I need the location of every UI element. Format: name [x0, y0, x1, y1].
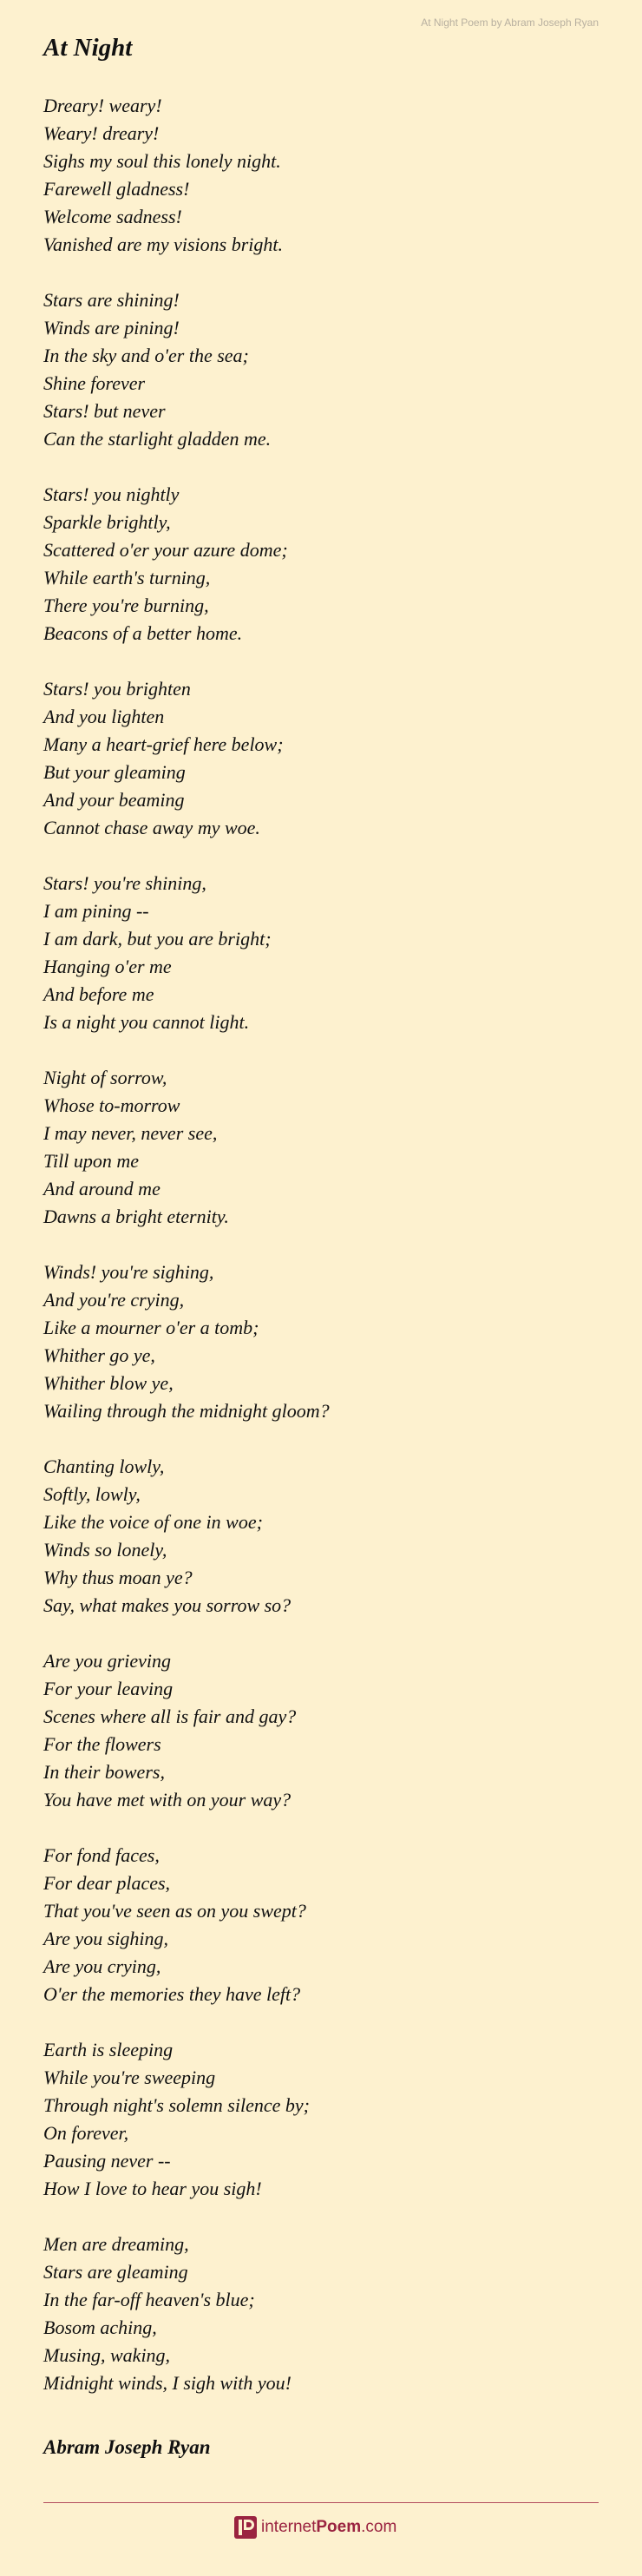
poem-line: I may never, never see,	[43, 1122, 218, 1144]
poem-line: Welcome sadness!	[43, 206, 182, 227]
poem-line: And your beaming	[43, 789, 185, 811]
poem-line: Through night's solemn silence by;	[43, 2094, 310, 2116]
poem-line: Are you sighing,	[43, 1928, 168, 1949]
poem-line: Winds! you're sighing,	[43, 1261, 214, 1283]
poem-credit: At Night Poem by Abram Joseph Ryan	[421, 16, 599, 29]
poem-line: You have met with on your way?	[43, 1789, 292, 1810]
poem-line: While you're sweeping	[43, 2067, 216, 2088]
poem-line: Wailing through the midnight gloom?	[43, 1400, 330, 1422]
poem-line: Farewell gladness!	[43, 178, 190, 200]
poem-title: At Night	[43, 34, 133, 62]
logo-text	[261, 2518, 396, 2537]
poem-line: Whither go ye,	[43, 1344, 155, 1366]
poem-line: Stars! but never	[43, 400, 166, 422]
poem-line: On forever,	[43, 2122, 129, 2144]
footer-divider	[43, 2502, 599, 2503]
poem-line: I am pining --	[43, 900, 149, 922]
poem-stanza	[43, 1064, 599, 1231]
poem-line: And before me	[43, 983, 154, 1005]
logo-text-poem: Poem	[316, 2518, 362, 2536]
poem-stanza	[43, 286, 599, 453]
poem-line: There you're burning,	[43, 595, 209, 616]
poem-line: Vanished are my visions bright.	[43, 233, 283, 255]
poem-line: Stars! you nightly	[43, 483, 180, 505]
poem-line: Why thus moan ye?	[43, 1567, 193, 1588]
poem-line: In the far-off heaven's blue;	[43, 2289, 255, 2310]
poem-line: Shine forever	[43, 372, 146, 394]
poem-line: Stars are shining!	[43, 289, 180, 311]
poem-line: Dawns a bright eternity.	[43, 1206, 229, 1227]
poem-line: For your leaving	[43, 1678, 174, 1699]
poem-stanza	[43, 1842, 599, 2008]
logo-text-internet: internet	[261, 2518, 317, 2536]
poem-line: While earth's turning,	[43, 567, 211, 588]
poem-stanza	[43, 2036, 599, 2203]
poem-line: Like a mourner o'er a tomb;	[43, 1317, 259, 1338]
poem-line: Scenes where all is fair and gay?	[43, 1705, 297, 1727]
poem-line: Pausing never --	[43, 2150, 171, 2172]
site-logo[interactable]	[234, 2514, 396, 2540]
poem-line: Chanting lowly,	[43, 1456, 165, 1477]
poem-line: Winds so lonely,	[43, 1539, 167, 1561]
poem-line: Say, what makes you sorrow so?	[43, 1594, 292, 1616]
poem-line: Stars are gleaming	[43, 2261, 188, 2283]
poem-stanza	[43, 2231, 599, 2397]
poem-line: Earth is sleeping	[43, 2039, 174, 2060]
poem-line: Beacons of a better home.	[43, 622, 243, 644]
poem-stanza	[43, 1647, 599, 1814]
poem-line: Musing, waking,	[43, 2344, 171, 2366]
poem-line: Is a night you cannot light.	[43, 1011, 250, 1033]
poem-body	[43, 92, 599, 2425]
internetpoem-logo-icon	[234, 2516, 257, 2539]
poem-line: And around me	[43, 1178, 160, 1199]
poem-line: Scattered o'er your azure dome;	[43, 539, 288, 561]
poem-stanza	[43, 1453, 599, 1620]
poem-line: Many a heart-grief here below;	[43, 733, 284, 755]
poem-line: In their bowers,	[43, 1761, 165, 1783]
poem-line: Dreary! weary!	[43, 95, 162, 116]
poem-line: For dear places,	[43, 1872, 171, 1894]
poem-line: In the sky and o'er the sea;	[43, 345, 249, 366]
poem-line: Winds are pining!	[43, 317, 180, 338]
poem-author[interactable]: Abram Joseph Ryan	[43, 2436, 211, 2458]
poem-line: Cannot chase away my woe.	[43, 817, 260, 838]
poem-line: Sighs my soul this lonely night.	[43, 150, 281, 172]
poem-stanza	[43, 870, 599, 1036]
poem-line: And you're crying,	[43, 1289, 185, 1311]
poem-stanza	[43, 92, 599, 259]
poem-line: Stars! you're shining,	[43, 872, 206, 894]
poem-line: But your gleaming	[43, 761, 186, 783]
poem-line: Sparkle brightly,	[43, 511, 171, 533]
poem-line: Whither blow ye,	[43, 1372, 174, 1394]
poem-line: That you've seen as on you swept?	[43, 1900, 306, 1922]
poem-stanza	[43, 1258, 599, 1425]
poem-line: How I love to hear you sigh!	[43, 2178, 262, 2199]
poem-line: I am dark, but you are bright;	[43, 928, 272, 950]
logo-text-com: .com	[361, 2518, 397, 2536]
poem-line: Like the voice of one in woe;	[43, 1511, 263, 1533]
poem-line: Stars! you brighten	[43, 678, 191, 700]
poem-line: Are you crying,	[43, 1955, 161, 1977]
poem-stanza	[43, 481, 599, 647]
poem-line: Softly, lowly,	[43, 1483, 141, 1505]
poem-line: And you lighten	[43, 706, 165, 727]
poem-line: For the flowers	[43, 1733, 161, 1755]
poem-line: Men are dreaming,	[43, 2233, 189, 2255]
poem-line: Whose to-morrow	[43, 1094, 180, 1116]
poem-line: Weary! dreary!	[43, 122, 160, 144]
poem-line: Can the starlight gladden me.	[43, 428, 272, 450]
poem-line: Midnight winds, I sigh with you!	[43, 2372, 292, 2394]
poem-line: O'er the memories they have left?	[43, 1983, 301, 2005]
poem-stanza	[43, 675, 599, 842]
poem-line: Till upon me	[43, 1150, 140, 1172]
poem-line: Bosom aching,	[43, 2316, 157, 2338]
poem-line: Night of sorrow,	[43, 1067, 167, 1088]
poem-line: Hanging o'er me	[43, 956, 172, 977]
poem-line: Are you grieving	[43, 1650, 172, 1672]
poem-line: For fond faces,	[43, 1844, 160, 1866]
